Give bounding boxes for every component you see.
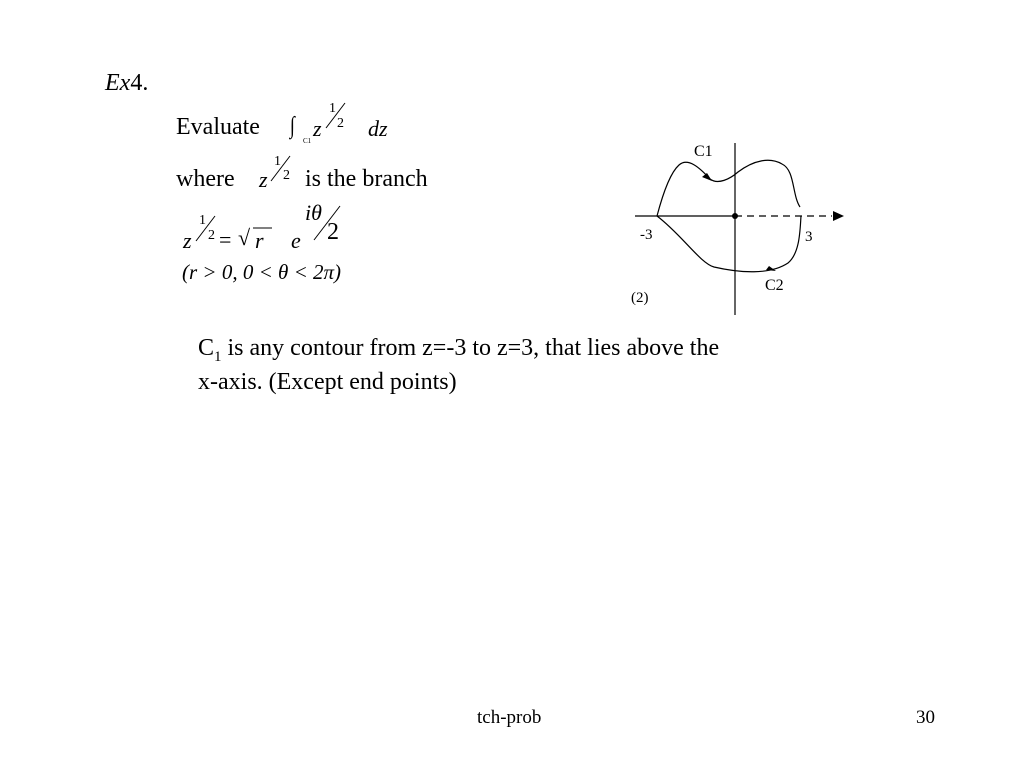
formula-equals: = xyxy=(219,227,232,252)
integral-sign: ∫ xyxy=(290,113,295,139)
integral-exp-denominator: 2 xyxy=(337,116,344,131)
formula-exp-slash xyxy=(314,206,340,240)
example-label-number: 4. xyxy=(130,70,149,96)
c1-label: C1 xyxy=(694,143,713,160)
footer-title: tch-prob xyxy=(477,707,542,728)
description-line-2: x-axis. (Except end points) xyxy=(198,369,457,395)
contour-figure xyxy=(620,135,860,320)
integral-exp-slash xyxy=(326,103,345,128)
origin-point xyxy=(732,213,738,219)
description-line-1 xyxy=(198,335,719,366)
description-line-1-text: is any contour from z=-3 to z=3, that lies above the xyxy=(221,335,720,361)
formula-sqrt: √ xyxy=(238,225,251,250)
integral-exp-numerator: 1 xyxy=(329,101,336,116)
formula-lhs-exp-denominator: 2 xyxy=(208,228,215,243)
formula-lhs-exp-numerator: 1 xyxy=(199,213,206,228)
contour-c2 xyxy=(657,216,801,272)
formula-radicand: r xyxy=(255,228,264,253)
formula-lhs: z xyxy=(183,228,192,253)
where-exp-numerator: 1 xyxy=(274,154,281,169)
formula-exp-top: iθ xyxy=(305,200,322,225)
branch-condition: (r > 0, 0 < θ < 2π) xyxy=(182,260,342,284)
real-axis-arrowhead xyxy=(833,211,844,221)
integral-contour-subscript: C1 xyxy=(303,137,312,145)
integral-variable: z xyxy=(313,116,322,141)
figure-caption: (2) xyxy=(631,290,649,306)
formula-exp-bottom: 2 xyxy=(327,219,339,245)
where-variable: z xyxy=(259,167,268,192)
c2-label: C2 xyxy=(765,277,784,294)
where-word: where xyxy=(176,166,235,192)
where-exp-denominator: 2 xyxy=(283,168,290,183)
right-tick-label: 3 xyxy=(805,229,813,245)
formula-base: e xyxy=(291,228,301,253)
c1-arrowhead xyxy=(702,173,712,181)
contour-c-subscript: 1 xyxy=(214,348,222,365)
where-exp-slash xyxy=(271,156,290,181)
evaluate-word: Evaluate xyxy=(176,114,260,140)
left-tick-label: -3 xyxy=(640,227,653,243)
integral-differential: dz xyxy=(368,116,388,141)
contour-c1 xyxy=(657,160,800,216)
where-rest-text: is the branch xyxy=(305,166,428,192)
contour-c-letter: C xyxy=(198,335,215,361)
example-label-italic: Ex xyxy=(105,70,131,96)
formula-lhs-exp-slash xyxy=(196,216,215,241)
page-number: 30 xyxy=(916,707,935,728)
